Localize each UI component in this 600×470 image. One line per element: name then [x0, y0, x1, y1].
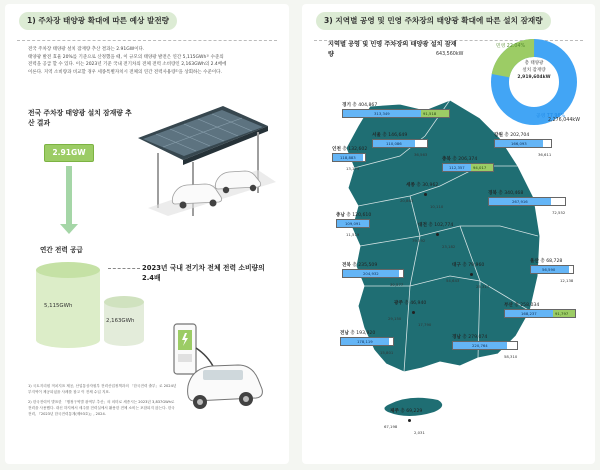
section-title-right: 3) 지역별 공영 및 민영 주차장의 태양광 확대에 따른 설치 잠재량	[316, 12, 551, 30]
region-bar	[342, 269, 404, 278]
donut-center-line: 설치 잠재량	[522, 68, 546, 73]
private-value: 91,518	[423, 111, 437, 116]
region-bar	[336, 219, 370, 228]
region-name: 대전	[418, 223, 427, 228]
region-label-4	[442, 156, 477, 162]
region-total: 총 102,774	[426, 223, 454, 228]
donut-chart	[488, 36, 580, 128]
private-value: 91,797	[555, 311, 569, 316]
region-marker-dot	[408, 419, 411, 422]
region-total: 총 279,074	[460, 335, 488, 340]
donut-public-label: 공영 77.96%	[536, 114, 566, 119]
region-private-value: 23,182	[442, 244, 456, 249]
region-bar	[442, 163, 494, 172]
donut-private-label: 민영 22.04%	[496, 44, 526, 49]
arrow-down-icon	[66, 166, 72, 226]
region-label-13	[504, 302, 539, 308]
region-bar	[342, 109, 450, 118]
public-value: 204,932	[363, 271, 379, 276]
section-title-left: 1) 주차장 태양광 확대에 따른 예상 발전량	[19, 12, 177, 30]
region-private-value: 10,110	[430, 204, 444, 209]
region-label-8	[488, 190, 523, 196]
region-label-12	[394, 300, 426, 306]
region-private-value: 36,611	[538, 152, 552, 157]
public-value: 56,590	[542, 267, 556, 272]
region-total: 총 46,940	[402, 301, 427, 306]
region-label-10	[452, 262, 484, 268]
donut-center-line: 총 태양광	[524, 61, 544, 66]
region-label-11	[530, 258, 562, 264]
region-name: 전북	[342, 263, 351, 268]
region-name: 경북	[488, 191, 497, 196]
public-value: 110,086	[386, 141, 402, 146]
region-private-value: 15,801	[380, 350, 394, 355]
region-marker-dot	[470, 273, 473, 276]
region-label-2	[332, 146, 367, 152]
region-name: 충남	[336, 213, 345, 218]
donut-public-value: 2,276,044kW	[548, 118, 580, 123]
supply-label: 연간 전력 공급	[40, 246, 83, 254]
public-value: 118,883	[340, 155, 356, 160]
region-total: 총 69,229	[398, 409, 423, 414]
public-value: 313,349	[374, 111, 390, 116]
public-value: 220,764	[472, 343, 488, 348]
region-total: 총 146,649	[380, 133, 408, 138]
region-bar	[494, 139, 552, 148]
region-marker-dot	[436, 233, 439, 236]
region-label-6	[336, 212, 371, 218]
region-total: 총 68,728	[538, 259, 563, 264]
region-bar	[372, 139, 428, 148]
private-value: 94,017	[473, 165, 487, 170]
region-private-value: 2,031	[414, 430, 425, 435]
region-label-0	[342, 102, 377, 108]
donut-private-value: 643,560kW	[436, 52, 464, 57]
public-value: 109,091	[345, 221, 361, 226]
region-name: 전남	[340, 331, 349, 336]
paragraph-line: 태양광 발전 효율 20%를 기준으로 산정했을 때, 이 규모의 태양광 발전은 연간 5,115GWh¹⁾ 수준의	[28, 54, 224, 60]
region-name: 대구	[452, 263, 461, 268]
public-value: 267,916	[512, 199, 528, 204]
ev-title: 2023년 국내 전기차 전체 전력 소비량의 2.4배	[142, 264, 265, 282]
footnotes	[28, 383, 178, 421]
ev-charger-illustration	[168, 318, 268, 423]
region-label-15	[452, 334, 487, 340]
region-bar	[332, 153, 366, 162]
region-private-value: 58,310	[504, 354, 518, 359]
region-total: 총 206,374	[450, 157, 478, 162]
region-total: 총 79,960	[460, 263, 485, 268]
donut-center	[506, 60, 562, 81]
region-private-value: 72,552	[552, 210, 566, 215]
result-value-badge: 2.91GW	[44, 144, 94, 162]
region-marker-dot	[424, 193, 427, 196]
region-bar	[340, 337, 394, 346]
region-name: 충북	[442, 157, 451, 162]
region-label-14	[340, 330, 375, 336]
region-bar	[488, 197, 566, 206]
region-public-value: 67,198	[384, 424, 398, 429]
public-value: 112,357	[449, 165, 465, 170]
region-name: 서울	[372, 133, 381, 138]
footnote: 1) 국토지리원 적치지표 제공, 산업통상자원부 전력산업정책과의 「한국전력 출부」로 2024년 부지역이 제공되었을 사례를 참고 이 전체 수입 지표.	[28, 384, 177, 394]
region-label-1	[372, 132, 407, 138]
arrow-head-icon	[60, 224, 78, 234]
region-total: 총 120,610	[344, 213, 372, 218]
region-name: 경기	[342, 103, 351, 108]
donut-center-value: 2,919,604kW	[517, 75, 551, 80]
region-total: 총 258,034	[512, 303, 540, 308]
region-name: 인천	[332, 147, 341, 152]
region-name: 부산	[504, 303, 513, 308]
region-name: 강원	[494, 133, 503, 138]
region-total: 총 193,920	[348, 331, 376, 336]
paragraph-line: 전력을 공급 할 수 있다. 이는 2023년 기준 국내 전기차의 전체 전력 소비량인 2,163GWh의 2.4배에	[28, 62, 227, 67]
region-private-value: 12,138	[560, 278, 574, 283]
paragraph-line: 이른다. 지역 소비량과 비교할 경우 세종특별자치시 전체의 연간 전력사용량²⁾을 상회하는 수준이다.	[28, 69, 222, 75]
region-private-value: 17,790	[418, 322, 432, 327]
region-label-5	[406, 182, 438, 188]
region-total: 총 235,509	[350, 263, 378, 268]
summary-paragraph	[28, 46, 273, 76]
divider-left	[17, 40, 277, 41]
region-name: 세종	[406, 183, 415, 188]
region-bar	[530, 265, 574, 274]
region-private-value: 13,179	[346, 166, 360, 171]
region-public-value: 54,643	[446, 278, 460, 283]
solar-carport-illustration	[118, 98, 278, 218]
ev-connector-line	[108, 268, 140, 269]
region-private-value: 30,577	[390, 282, 404, 287]
region-total: 총 404,867	[350, 103, 378, 108]
public-value: 168,237	[521, 311, 537, 316]
region-bar	[452, 341, 518, 350]
region-public-value: 29,150	[388, 316, 402, 321]
region-total: 총 30,962	[414, 183, 439, 188]
region-marker-dot	[412, 311, 415, 314]
public-value: 166,093	[511, 141, 527, 146]
map-title: 지역별 공영 및 민영 주차장의 태양광 설치 잠재량	[328, 41, 457, 58]
region-bar	[504, 309, 576, 318]
region-name: 제주	[390, 409, 399, 414]
region-total: 총 202,704	[502, 133, 530, 138]
paragraph-line: 전국 주차장 태양광 설치 잠재량 추산 결과는 2.91GW이다.	[28, 47, 145, 52]
region-label-9	[342, 262, 377, 268]
supply-value: 5,115GWh	[44, 303, 73, 309]
region-name: 울산	[530, 259, 539, 264]
region-name: 광주	[394, 301, 403, 306]
region-label-7	[418, 222, 453, 228]
region-private-value: 11,519	[346, 232, 360, 237]
region-label-3	[494, 132, 529, 138]
footnote: 2) 한국전력이 발표한 「행정구역별 광역부 추산」의 의미로 세종시는 2023년 3,837GWh로 전력을 사용했다. 대신 하지에서 세주를 전력실에서 활용한 전체 소비는 포함되지 않는다. 한국전력, 『2023년 한국전력통계(제93호)』, 2024.	[28, 400, 175, 416]
region-private-value: 36,563	[414, 152, 428, 157]
region-public-value: 20,863	[400, 198, 414, 203]
region-public-value: 79,592	[412, 238, 426, 243]
result-title: 전국 주차장 태양광 설치 잠재량 추산 결과	[28, 109, 132, 127]
region-private-value: 25,317	[476, 284, 490, 289]
public-value: 178,119	[357, 339, 373, 344]
region-total: 총 132,602	[340, 147, 368, 152]
region-total: 총 340,468	[496, 191, 524, 196]
region-name: 경남	[452, 335, 461, 340]
ev-value: 2,163GWh	[106, 318, 135, 324]
region-label-16	[390, 408, 422, 414]
